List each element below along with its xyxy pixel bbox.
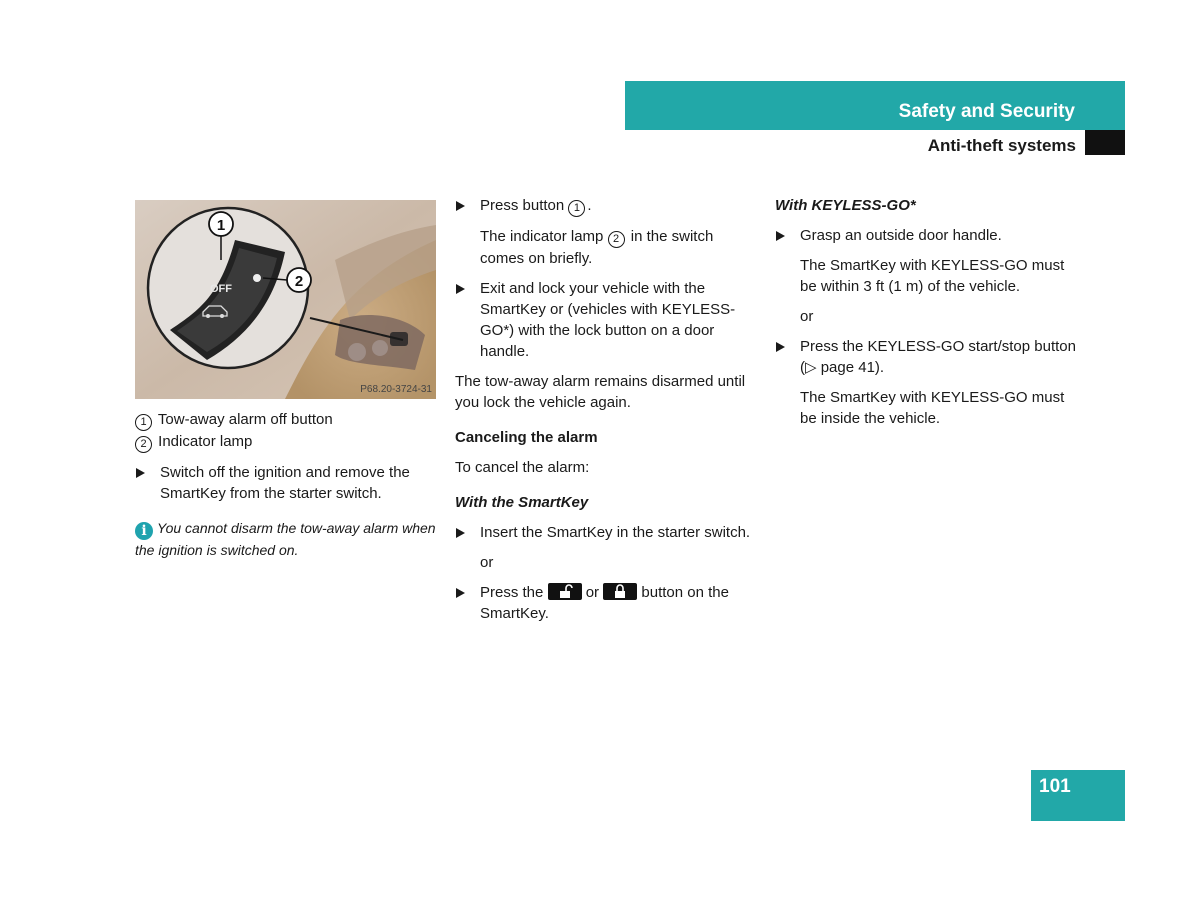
section-title: Safety and Security <box>898 101 1075 122</box>
bullet-arrow-icon <box>136 468 145 478</box>
column-1 <box>135 200 440 560</box>
bullet-arrow-icon <box>776 342 785 352</box>
step-exit-lock: Exit and lock your vehicle with the SmartKey or (vehicles with KEYLESS-GO*) with the lock button on a door handle. <box>455 278 760 362</box>
step-insert-smartkey: Insert the SmartKey in the starter switch. <box>455 522 760 543</box>
legend-number: 1 <box>135 414 152 431</box>
info-icon: i <box>135 522 153 540</box>
callout-1: 1 <box>216 217 226 234</box>
callout-2: 2 <box>294 273 304 290</box>
column-3 <box>775 195 1080 429</box>
lock-button-icon <box>603 583 637 600</box>
figure-code: P68.20-3724-31 <box>360 384 432 395</box>
legend-text: Indicator lamp <box>158 433 253 450</box>
indicator-lamp-text: The indicator lamp 2 in the switch comes on briefly. <box>480 228 714 267</box>
bullet-arrow-icon <box>776 231 785 241</box>
console-figure <box>135 200 436 399</box>
or-text: or <box>800 308 814 325</box>
cancel-heading: Canceling the alarm <box>455 429 598 446</box>
bullet-arrow-icon <box>456 284 465 294</box>
subsection-marker <box>1085 130 1125 155</box>
with-smartkey-heading: With the SmartKey <box>455 494 589 511</box>
bullet-arrow-icon <box>456 588 465 598</box>
cancel-intro: To cancel the alarm: <box>455 459 590 476</box>
off-label: OFF <box>210 283 232 295</box>
page-number-box <box>1031 770 1125 821</box>
remains-disarmed-text: The tow-away alarm remains disarmed until you lock the vehicle again. <box>455 373 746 411</box>
reference-number: 2 <box>608 231 625 248</box>
subsection-title: Anti-theft systems <box>927 136 1076 155</box>
legend-text: Tow-away alarm off button <box>157 411 333 428</box>
column-2 <box>455 195 760 624</box>
with-keyless-heading: With KEYLESS-GO* <box>775 197 916 214</box>
legend-item <box>135 431 440 453</box>
legend-item <box>135 409 440 431</box>
legend-number: 2 <box>135 436 152 453</box>
step-press-button: Press button 1 . <box>455 195 760 217</box>
step-switch-off: Switch off the ignition and remove the SmartKey from the starter switch. <box>135 462 440 504</box>
step-press-keyless: Press the KEYLESS-GO start/stop button (▷ page 41). <box>775 336 1080 378</box>
reference-number: 1 <box>568 200 585 217</box>
bullet-arrow-icon <box>456 528 465 538</box>
inside-vehicle-text: The SmartKey with KEYLESS-GO must be inside the vehicle. <box>800 389 1065 427</box>
figure-legend <box>135 409 440 453</box>
step-press-smartkey: Press the or button on the SmartKey. <box>455 582 760 624</box>
section-header-band <box>625 81 1125 130</box>
unlock-button-icon <box>548 583 582 600</box>
console-illustration <box>135 200 436 399</box>
or-text: or <box>480 554 494 571</box>
bullet-arrow-icon <box>456 201 465 211</box>
info-note: i You cannot disarm the tow-away alarm when the ignition is switched on. <box>135 520 436 558</box>
within-range-text: The SmartKey with KEYLESS-GO must be within 3 ft (1 m) of the vehicle. <box>800 257 1065 295</box>
page-number: 101 <box>1039 776 1071 797</box>
step-grasp-handle: Grasp an outside door handle. <box>775 225 1080 246</box>
